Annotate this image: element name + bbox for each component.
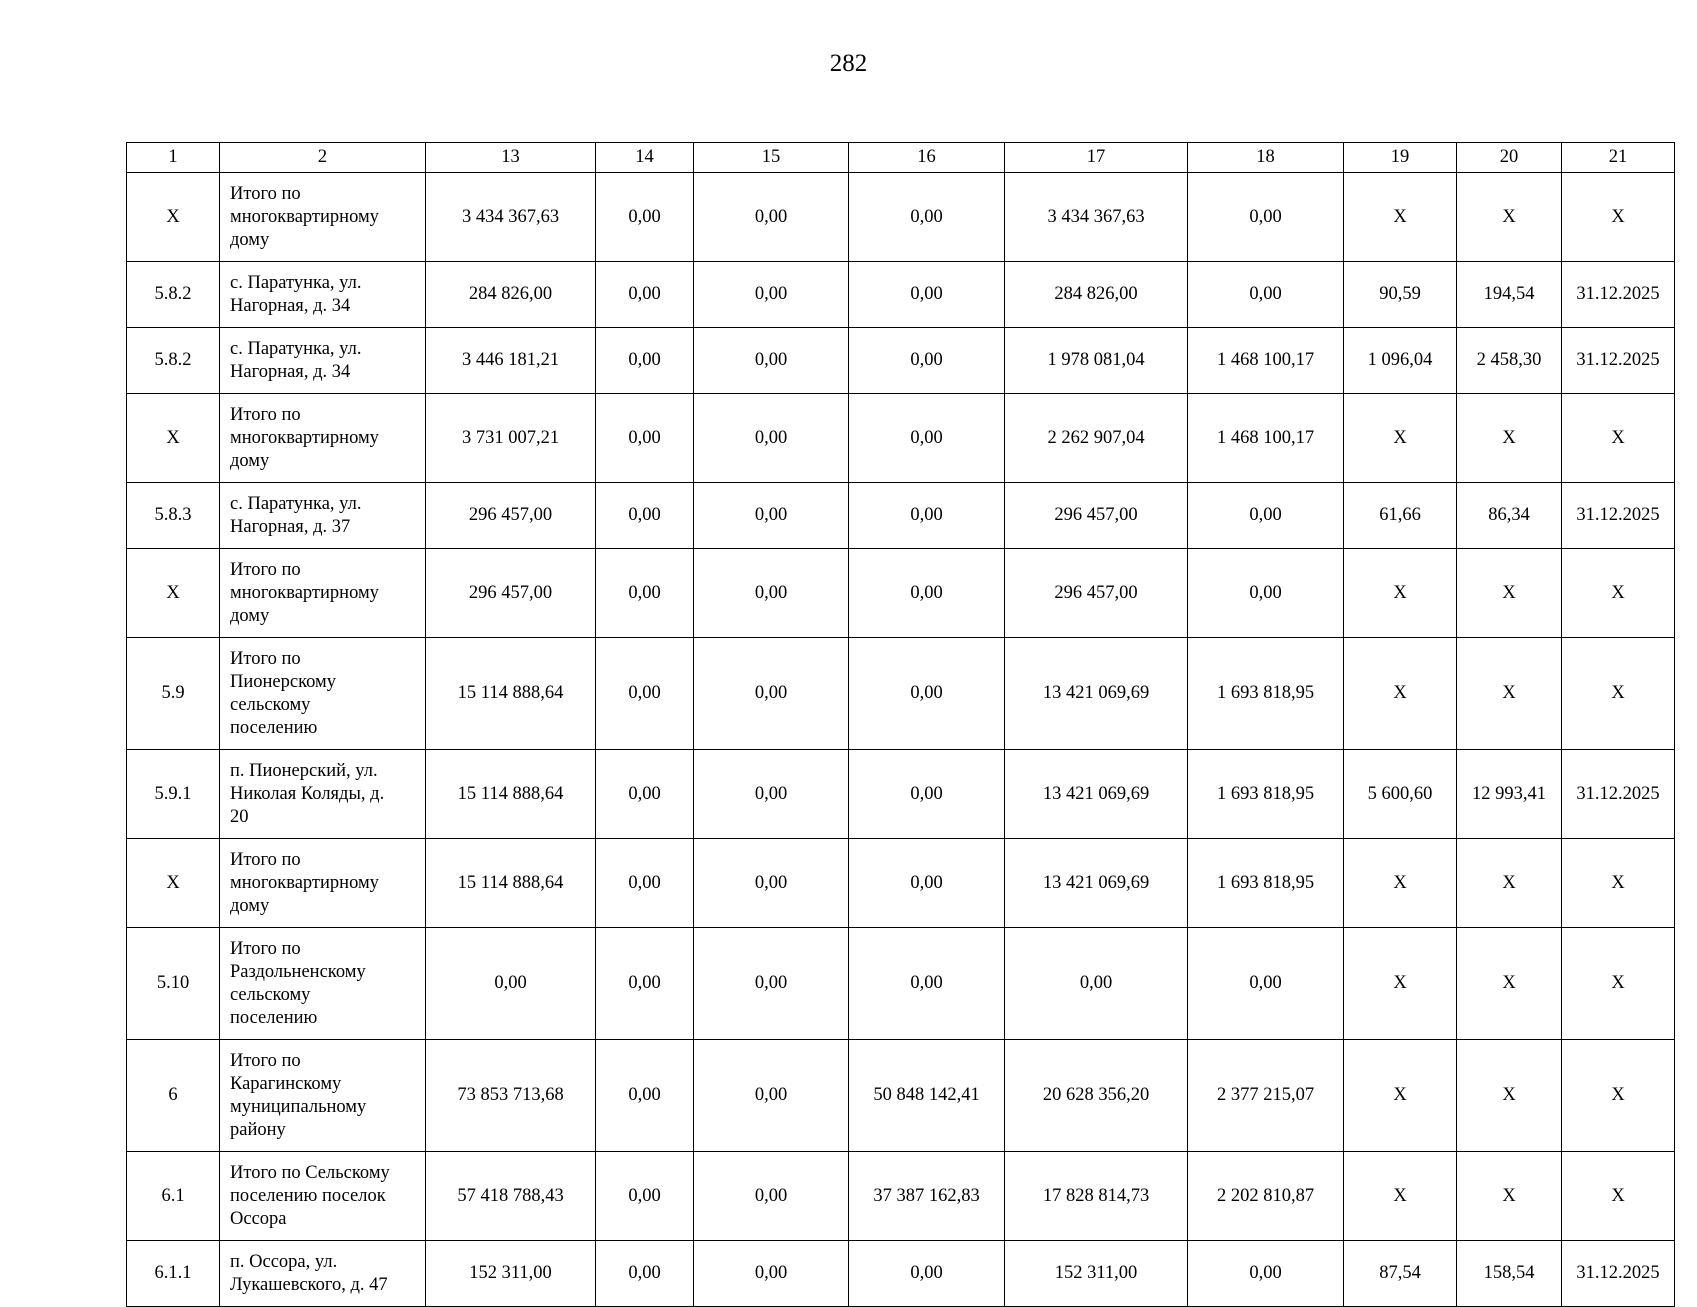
cell-c20: X: [1457, 839, 1562, 928]
cell-name-line: Итого по: [230, 404, 301, 425]
cell-c14: 0,00: [596, 1040, 694, 1152]
cell-c20: 86,34: [1457, 483, 1562, 549]
cell-name: [220, 839, 426, 928]
cell-num: 5.8.2: [127, 328, 220, 394]
cell-name-line: Итого по: [230, 1050, 301, 1071]
cell-c15: 0,00: [694, 394, 849, 483]
cell-name-line: поселению: [230, 1007, 318, 1028]
cell-c17: 20 628 356,20: [1005, 1040, 1188, 1152]
cell-c16: 50 848 142,41: [849, 1040, 1005, 1152]
table-row: [127, 328, 1675, 394]
cell-c13: 73 853 713,68: [426, 1040, 596, 1152]
cell-name-line: Нагорная, д. 34: [230, 295, 351, 316]
cell-c14: 0,00: [596, 638, 694, 750]
column-header-14: 14: [596, 143, 694, 173]
cell-name: [220, 173, 426, 262]
cell-name-line: дому: [230, 895, 270, 916]
cell-c19: X: [1344, 549, 1457, 638]
cell-name-line: району: [230, 1119, 286, 1140]
cell-name-line: многоквартирному: [230, 427, 379, 448]
cell-name-line: с. Паратунка, ул.: [230, 338, 362, 359]
table-row: [127, 394, 1675, 483]
cell-c16: 0,00: [849, 173, 1005, 262]
cell-c20: X: [1457, 928, 1562, 1040]
cell-c13: 152 311,00: [426, 1241, 596, 1307]
cell-c20: X: [1457, 394, 1562, 483]
cell-name-line: Нагорная, д. 37: [230, 516, 351, 537]
cell-c20: 2 458,30: [1457, 328, 1562, 394]
cell-c19: 61,66: [1344, 483, 1457, 549]
cell-c21: X: [1562, 1040, 1675, 1152]
column-header-15: 15: [694, 143, 849, 173]
cell-num: X: [127, 173, 220, 262]
cell-c15: 0,00: [694, 928, 849, 1040]
cell-c21: X: [1562, 928, 1675, 1040]
cell-name-line: многоквартирному: [230, 872, 379, 893]
table-row: [127, 173, 1675, 262]
cell-c19: X: [1344, 394, 1457, 483]
column-header-17: 17: [1005, 143, 1188, 173]
cell-c18: 0,00: [1188, 262, 1344, 328]
cell-c20: 158,54: [1457, 1241, 1562, 1307]
cell-c13: 296 457,00: [426, 549, 596, 638]
cell-name-line: дому: [230, 605, 270, 626]
table-row: [127, 638, 1675, 750]
column-header-21: 21: [1562, 143, 1675, 173]
cell-name-line: Пионерскому: [230, 671, 336, 692]
cell-c21: X: [1562, 839, 1675, 928]
cell-c13: 15 114 888,64: [426, 750, 596, 839]
cell-c21: X: [1562, 173, 1675, 262]
cell-c15: 0,00: [694, 1241, 849, 1307]
cell-c19: X: [1344, 1040, 1457, 1152]
cell-c14: 0,00: [596, 328, 694, 394]
cell-c20: X: [1457, 1040, 1562, 1152]
cell-c16: 0,00: [849, 549, 1005, 638]
cell-c13: 3 446 181,21: [426, 328, 596, 394]
cell-num: 6.1.1: [127, 1241, 220, 1307]
cell-name-line: многоквартирному: [230, 582, 379, 603]
cell-c20: X: [1457, 549, 1562, 638]
cell-c20: X: [1457, 173, 1562, 262]
cell-name: [220, 638, 426, 750]
cell-c18: 2 377 215,07: [1188, 1040, 1344, 1152]
cell-num: 6.1: [127, 1152, 220, 1241]
cell-num: 6: [127, 1040, 220, 1152]
table-row: [127, 1152, 1675, 1241]
cell-c17: 3 434 367,63: [1005, 173, 1188, 262]
column-header-13: 13: [426, 143, 596, 173]
cell-c15: 0,00: [694, 1152, 849, 1241]
cell-num: 5.9: [127, 638, 220, 750]
cell-c18: 1 693 818,95: [1188, 839, 1344, 928]
cell-name-line: с. Паратунка, ул.: [230, 272, 362, 293]
table-row: [127, 483, 1675, 549]
cell-num: X: [127, 839, 220, 928]
cell-name-line: сельскому: [230, 694, 311, 715]
cell-c17: 17 828 814,73: [1005, 1152, 1188, 1241]
cell-c18: 2 202 810,87: [1188, 1152, 1344, 1241]
cell-c16: 37 387 162,83: [849, 1152, 1005, 1241]
table-row: [127, 750, 1675, 839]
cell-name-line: сельскому: [230, 984, 311, 1005]
cell-c13: 57 418 788,43: [426, 1152, 596, 1241]
cell-name: [220, 1152, 426, 1241]
cell-name: [220, 928, 426, 1040]
cell-name-line: Итого по: [230, 183, 301, 204]
cell-c19: X: [1344, 638, 1457, 750]
cell-c19: X: [1344, 839, 1457, 928]
header-row: [127, 143, 1675, 173]
cell-name-line: дому: [230, 229, 270, 250]
cell-c14: 0,00: [596, 750, 694, 839]
cell-c20: X: [1457, 638, 1562, 750]
cell-c21: 31.12.2025: [1562, 262, 1675, 328]
cell-name: [220, 483, 426, 549]
cell-c16: 0,00: [849, 839, 1005, 928]
cell-c15: 0,00: [694, 262, 849, 328]
column-header-19: 19: [1344, 143, 1457, 173]
cell-c14: 0,00: [596, 1152, 694, 1241]
cell-c17: 0,00: [1005, 928, 1188, 1040]
cell-name-line: Итого по: [230, 938, 301, 959]
cell-c16: 0,00: [849, 750, 1005, 839]
column-header-2: 2: [220, 143, 426, 173]
cell-c16: 0,00: [849, 928, 1005, 1040]
cell-name: [220, 262, 426, 328]
cell-c15: 0,00: [694, 173, 849, 262]
cell-name-line: поселению поселок: [230, 1185, 386, 1206]
cell-name: [220, 328, 426, 394]
cell-name: [220, 750, 426, 839]
cell-c13: 296 457,00: [426, 483, 596, 549]
cell-num: X: [127, 394, 220, 483]
cell-c16: 0,00: [849, 1241, 1005, 1307]
cell-name-line: многоквартирному: [230, 206, 379, 227]
column-header-1: 1: [127, 143, 220, 173]
cell-num: 5.8.2: [127, 262, 220, 328]
cell-c21: X: [1562, 394, 1675, 483]
cell-c21: 31.12.2025: [1562, 1241, 1675, 1307]
cell-num: X: [127, 549, 220, 638]
cell-num: 5.10: [127, 928, 220, 1040]
cell-c14: 0,00: [596, 262, 694, 328]
cell-c17: 284 826,00: [1005, 262, 1188, 328]
cell-c15: 0,00: [694, 1040, 849, 1152]
cell-c15: 0,00: [694, 549, 849, 638]
cell-c20: X: [1457, 1152, 1562, 1241]
cell-c21: X: [1562, 549, 1675, 638]
cell-c13: 15 114 888,64: [426, 839, 596, 928]
cell-name-line: п. Оссора, ул.: [230, 1251, 338, 1272]
cell-c18: 0,00: [1188, 483, 1344, 549]
cell-c17: 152 311,00: [1005, 1241, 1188, 1307]
cell-name-line: Нагорная, д. 34: [230, 361, 351, 382]
cell-c19: X: [1344, 1152, 1457, 1241]
cell-name-line: Карагинскому: [230, 1073, 342, 1094]
cell-c17: 296 457,00: [1005, 549, 1188, 638]
column-header-18: 18: [1188, 143, 1344, 173]
cell-c21: 31.12.2025: [1562, 328, 1675, 394]
cell-c15: 0,00: [694, 483, 849, 549]
cell-name-line: Николая Коляды, д.: [230, 783, 385, 804]
cell-c14: 0,00: [596, 173, 694, 262]
cell-c19: 87,54: [1344, 1241, 1457, 1307]
cell-name-line: Раздольненскому: [230, 961, 366, 982]
cell-c18: 1 468 100,17: [1188, 328, 1344, 394]
column-header-16: 16: [849, 143, 1005, 173]
cell-num: 5.8.3: [127, 483, 220, 549]
cell-name-line: с. Паратунка, ул.: [230, 493, 362, 514]
cell-c16: 0,00: [849, 638, 1005, 750]
cell-c21: X: [1562, 1152, 1675, 1241]
cell-name-line: Оссора: [230, 1208, 287, 1229]
cell-c17: 2 262 907,04: [1005, 394, 1188, 483]
cell-name-line: Лукашевского, д. 47: [230, 1274, 388, 1295]
table-body: [127, 143, 1675, 1307]
cell-c17: 13 421 069,69: [1005, 638, 1188, 750]
cell-c14: 0,00: [596, 549, 694, 638]
cell-c19: 1 096,04: [1344, 328, 1457, 394]
cell-c13: 0,00: [426, 928, 596, 1040]
table-row: [127, 1040, 1675, 1152]
cell-c15: 0,00: [694, 750, 849, 839]
cell-name-line: Итого по Сельскому: [230, 1162, 390, 1183]
cell-name-line: дому: [230, 450, 270, 471]
cell-c16: 0,00: [849, 328, 1005, 394]
cell-c16: 0,00: [849, 394, 1005, 483]
cell-c19: X: [1344, 928, 1457, 1040]
cell-c13: 15 114 888,64: [426, 638, 596, 750]
cell-name-line: Итого по: [230, 849, 301, 870]
table-row: [127, 928, 1675, 1040]
cell-name: [220, 1040, 426, 1152]
cell-c18: 0,00: [1188, 1241, 1344, 1307]
cell-c15: 0,00: [694, 328, 849, 394]
cell-c19: 5 600,60: [1344, 750, 1457, 839]
cell-c19: X: [1344, 173, 1457, 262]
cell-c14: 0,00: [596, 394, 694, 483]
cell-c19: 90,59: [1344, 262, 1457, 328]
cell-c17: 13 421 069,69: [1005, 839, 1188, 928]
cell-c14: 0,00: [596, 928, 694, 1040]
table-row: [127, 549, 1675, 638]
cell-c18: 0,00: [1188, 173, 1344, 262]
cell-c15: 0,00: [694, 839, 849, 928]
cell-name: [220, 1241, 426, 1307]
cell-name-line: Итого по: [230, 559, 301, 580]
cell-c18: 1 693 818,95: [1188, 750, 1344, 839]
cell-c21: 31.12.2025: [1562, 483, 1675, 549]
table-row: [127, 1241, 1675, 1307]
cell-c15: 0,00: [694, 638, 849, 750]
cell-name-line: 20: [230, 806, 249, 827]
cell-c20: 12 993,41: [1457, 750, 1562, 839]
table-row: [127, 839, 1675, 928]
cell-c14: 0,00: [596, 1241, 694, 1307]
cell-c17: 1 978 081,04: [1005, 328, 1188, 394]
cell-c18: 1 693 818,95: [1188, 638, 1344, 750]
cell-c13: 3 434 367,63: [426, 173, 596, 262]
cell-c18: 1 468 100,17: [1188, 394, 1344, 483]
cell-c18: 0,00: [1188, 928, 1344, 1040]
cell-c21: X: [1562, 638, 1675, 750]
cell-name-line: муниципальному: [230, 1096, 367, 1117]
cell-name-line: поселению: [230, 717, 318, 738]
cell-num: 5.9.1: [127, 750, 220, 839]
budget-table: [126, 142, 1675, 1307]
cell-c13: 284 826,00: [426, 262, 596, 328]
cell-c16: 0,00: [849, 483, 1005, 549]
table-row: [127, 262, 1675, 328]
cell-c14: 0,00: [596, 839, 694, 928]
cell-name: [220, 394, 426, 483]
cell-c21: 31.12.2025: [1562, 750, 1675, 839]
cell-name-line: Итого по: [230, 648, 301, 669]
cell-c17: 296 457,00: [1005, 483, 1188, 549]
cell-name-line: п. Пионерский, ул.: [230, 760, 378, 781]
page-number: 282: [829, 50, 868, 77]
cell-c14: 0,00: [596, 483, 694, 549]
cell-c17: 13 421 069,69: [1005, 750, 1188, 839]
cell-c18: 0,00: [1188, 549, 1344, 638]
cell-c20: 194,54: [1457, 262, 1562, 328]
column-header-20: 20: [1457, 143, 1562, 173]
cell-c13: 3 731 007,21: [426, 394, 596, 483]
cell-c16: 0,00: [849, 262, 1005, 328]
cell-name: [220, 549, 426, 638]
